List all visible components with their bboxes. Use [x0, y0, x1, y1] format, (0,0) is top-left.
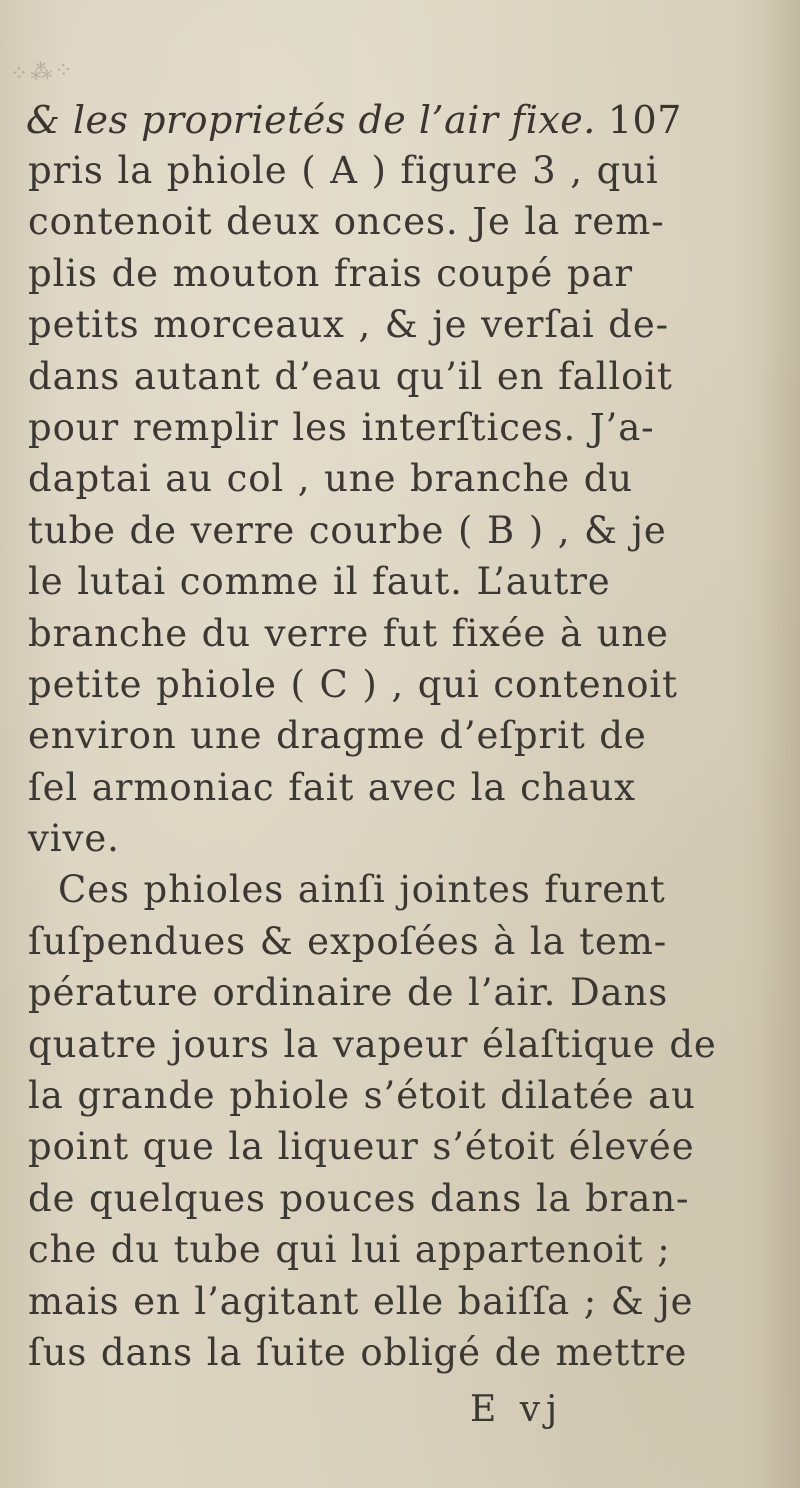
text-line: pris la phiole ( A ) figure 3 , qui [28, 149, 659, 192]
text-line: petite phiole ( C ) , qui contenoit [28, 662, 678, 706]
text-line: mais en l’agitant elle baiſſa ; & je [28, 1279, 694, 1323]
text-line: tube de verre courbe ( B ) , & je [28, 508, 667, 552]
text-line: dans autant d’eau qu’il en falloit [28, 354, 673, 398]
text-line: plis de mouton frais coupé par [28, 251, 633, 295]
signature-mark: E vj [470, 1389, 564, 1430]
text-line: branche du verre fut fixée à une [28, 611, 669, 655]
text-line: ſel armoniac fait avec la chaux [28, 765, 636, 809]
text-line: environ une dragme d’eſprit de [28, 714, 647, 758]
text-line: contenoit deux onces. Je la rem- [28, 200, 665, 244]
text-line: point que la liqueur s’étoit élevée [28, 1125, 695, 1169]
text-line: de quelques pouces dans la bran- [28, 1176, 690, 1220]
text-line: petits morceaux , & je verſai de- [28, 303, 670, 347]
text-line: ſus dans la ſuite obligé de mettre [28, 1330, 688, 1374]
running-header [26, 98, 766, 144]
running-header-title: & les proprietés de l’air fixe. [26, 98, 596, 142]
page-number: 107 [607, 98, 682, 142]
text-line: vive. [28, 817, 120, 861]
paragraph-first-line: Ces phioles ainſi jointes furent [58, 868, 666, 912]
text-line: pour remplir les interſtices. J’a- [28, 405, 655, 449]
text-line: quatre jours la vapeur élaſtique de [28, 1022, 717, 1066]
text-line: pérature ordinaire de l’air. Dans [28, 971, 669, 1015]
text-line: la grande phiole s’étoit dilatée au [28, 1074, 696, 1118]
text-line: le lutai comme il faut. L’autre [28, 560, 611, 604]
body-text [28, 145, 768, 1378]
text-line: che du tube qui lui appartenoit ; [28, 1228, 671, 1272]
show-through-ink: ⁘⁂⁘ [9, 57, 76, 88]
text-line: daptai au col , une branche du [28, 457, 634, 501]
text-line: ſuſpendues & expoſées à la tem- [28, 919, 668, 963]
